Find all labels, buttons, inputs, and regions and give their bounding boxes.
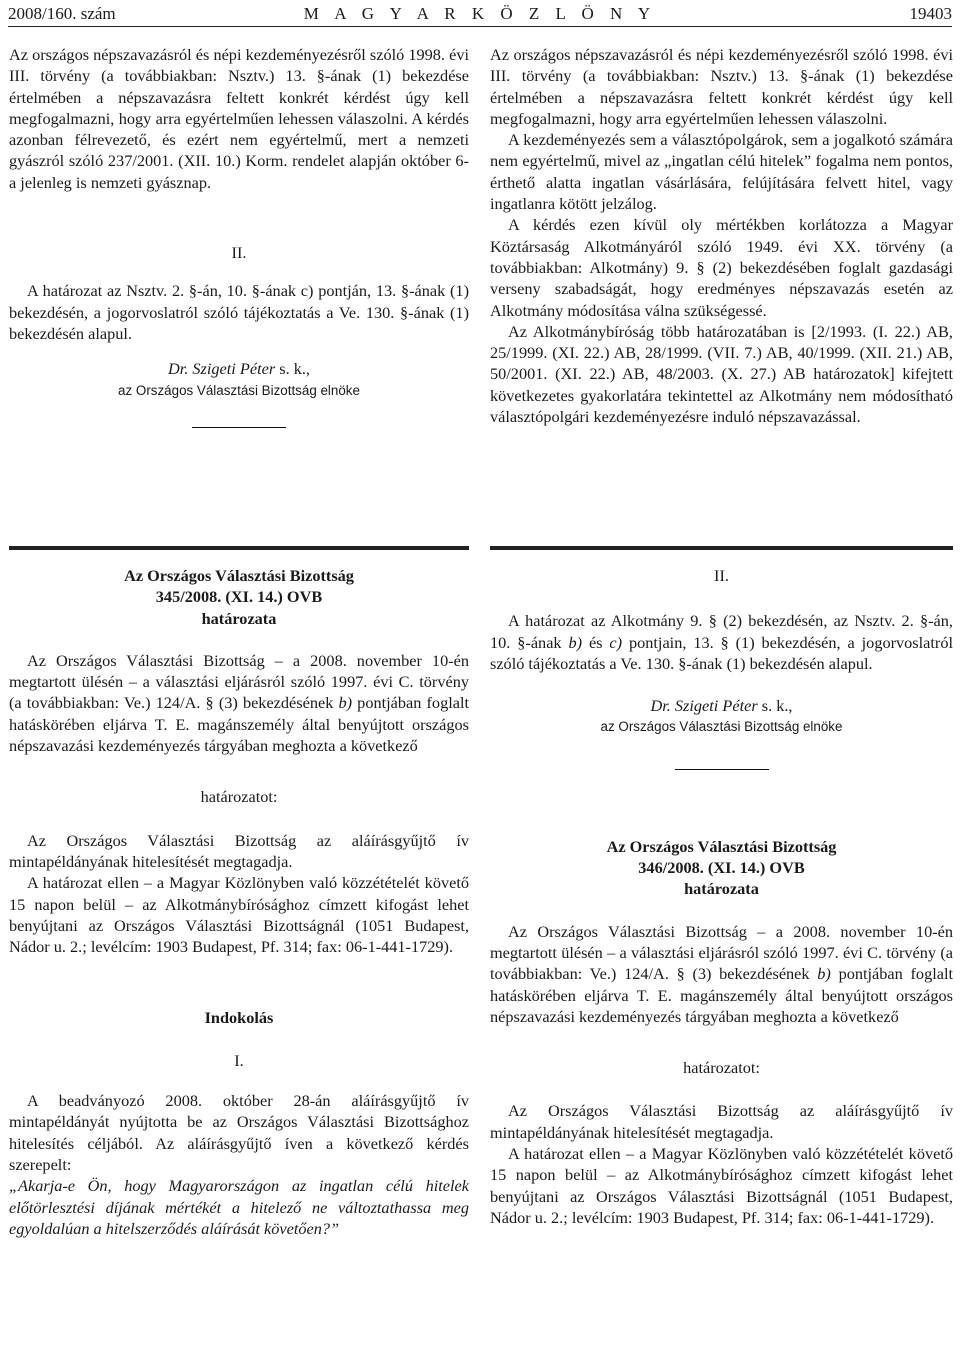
decision-number: 346/2008. (XI. 14.) OVB: [638, 858, 805, 878]
hatarozatot-label: határozatot:: [683, 1058, 760, 1078]
signatory-suffix: s. k.,: [757, 696, 793, 716]
paragraph: A kérdés ezen kívül oly mértékben korlátozza a Magyar Köztársaság Alkotmányáról szóló 1949. évi XX. törvény (a továbbiakban: Alkotmány) 9. § (2) bekezdésében foglalt gazdasági verseny szabadságát, hogy eredményes népszavazás esetén az Alkotmány módosítása válna szükségessé.: [490, 215, 953, 320]
text: és: [582, 632, 610, 652]
decision-label: határozata: [201, 608, 277, 628]
section-roman-ii: II.: [231, 243, 247, 263]
decision-text: Az Országos Választási Bizottság az aláírásgyűjtő ív mintapéldányának hitelesítését megtagadja.: [490, 1101, 953, 1142]
top-right-column: [490, 44, 953, 427]
decision-title: Az Országos Választási Bizottság: [606, 836, 837, 856]
signatory-title: az Országos Választási Bizottság elnöke: [600, 719, 843, 735]
bottom-left-column: [9, 565, 469, 1239]
decision-title: Az Országos Választási Bizottság: [124, 566, 354, 585]
question-text: „Akarja-e Ön, hogy Magyarországon az ingatlan célú hitelek előtörlesztési díjának mértékét a hitelező ne változtathassa meg egyoldalúan a hitelszerződés aláírását követően?”: [9, 1176, 469, 1238]
decision-label: határozata: [684, 879, 759, 899]
reasoning-paragraph: Az országos népszavazásról és népi kezdeményezésről szóló 1998. évi III. törvény (a továbbiakban: Nsztv.) 13. §-ának (1) bekezdése értelmében a népszavazásra feltett konkrét kérdést úgy kell megfogalmazni, hogy arra egyértelműen lehessen válaszolni. A kérdés azonban félrevezető, és ezért nem egyértelmű, mert a nemzeti gyászról szóló 237/2001. (XII. 10.) Korm. rendelet alapján október 6-a jelenleg is nemzeti gyásznap.: [9, 45, 469, 192]
paragraph: Az Alkotmánybíróság több határozatában is [2/1993. (I. 22.) AB, 25/1999. (XI. 22.) AB, 28/1999. (VII. 7.) AB, 40/1999. (XII. 21.) AB, 50/2001. (XI. 22.) AB, 48/2003. (X. 27.) AB határozatok] kifejtett következetes gyakorlatára tekintettel az Alkotmány nem módosítható választópolgári kezdeményezésre induló népszavazással.: [490, 321, 953, 427]
legal-basis-paragraph: A határozat az Nsztv. 2. §-án, 10. §-ának c) pontján, 13. §-ának (1) bekezdésén, a jogorvoslatról szóló tájékoztatás a Ve. 130. §-ának (1) bekezdésén alapul.: [9, 281, 469, 343]
text: pontjain, 13. § (1) bekezdésén, a jogorvoslatról szóló tájékoztatás a Ve. 130. §-ának (1) bekezdésén alapul.: [490, 632, 954, 673]
intro-text: Az Országos Választási Bizottság – a 2008. november 10-én megtartott ülésén – a választási eljárásról szóló 1997. évi C. törvény (a továbbiakban: Ve.) 124/A. § (3) bekezdésének: [490, 921, 953, 984]
intro-text: Az Országos Választási Bizottság – a 2008. november 10-én megtartott ülésén – a választási eljárásról szóló 1997. évi C. törvény (a továbbiakban: Ve.) 124/A. § (3) bekezdésének: [9, 650, 469, 713]
decision-intro: [9, 650, 469, 756]
signature-line: [9, 358, 469, 379]
decision-text: Az Országos Választási Bizottság az aláírásgyűjtő ív mintapéldányának hitelesítését megtagadja.: [9, 830, 469, 871]
decision-intro: [490, 921, 953, 1027]
top-left-column: [9, 44, 469, 428]
section-roman-ii: II.: [714, 566, 729, 585]
remedy-text: A határozat ellen – a Magyar Közlönyben való közzétételét követő 15 napon belül – az Alkotmánybírósághoz címzett kifogást lehet benyújtani az Országos Választási Bizottságnál (1051 Budapest, Nádor u. 2.; levélcím: 1903 Budapest, Pf. 314; fax: 06-1-441-1729).: [490, 1144, 953, 1227]
remedy-text: A határozat ellen – a Magyar Közlönyben való közzétételét követő 15 napon belül – az Alkotmánybírósághoz címzett kifogást lehet benyújtani az Országos Választási Bizottságnál (1051 Budapest, Nádor u. 2.; levélcím: 1903 Budapest, Pf. 314; fax: 06-1-441-1729).: [9, 873, 469, 957]
bottom-right-column: [490, 565, 953, 1228]
page-number: 19403: [909, 4, 952, 23]
journal-title: M A G Y A R K Ö Z L Ö N Y: [303, 4, 657, 23]
referendum-question: [9, 1175, 469, 1239]
hatarozatot-label: határozatot:: [200, 787, 278, 807]
end-rule: [675, 769, 769, 770]
intro-text: pontjában foglalt hatáskörében eljárva T. E. magánszemély által benyújtott országos népszavazási kezdeményezés tárgyában meghozta a következő: [9, 693, 470, 756]
column-separator-right: [490, 546, 953, 550]
signatory-suffix: s. k.,: [275, 359, 310, 379]
page-header: [8, 4, 952, 27]
issue-number: 2008/160. szám: [8, 4, 116, 23]
signatory-name: Dr. Szigeti Péter: [167, 359, 276, 379]
signatory-name: Dr. Szigeti Péter: [650, 696, 758, 716]
intro-point: b): [817, 964, 831, 984]
point-c: c): [609, 632, 623, 652]
column-separator-left: [9, 546, 469, 550]
paragraph: A kezdeményezés sem a választópolgárok, sem a jogalkotó számára nem egyértelmű, mivel az „ingatlan célú hitelek” fogalma nem pontos, érthető alatta ingatlan vásárlására, felújítására felvett hitel, vagy ingatlanra kötött jelzálog.: [490, 130, 953, 214]
text: A határozat az Alkotmány 9. § (2) bekezdésén, az Nsztv. 2. §-án, 10. §-ának: [490, 611, 953, 652]
section-roman-i: I.: [234, 1050, 244, 1070]
paragraph: Az országos népszavazásról és népi kezdeményezésről szóló 1998. évi III. törvény (a továbbiakban: Nsztv.) 13. §-ának (1) bekezdése értelmében a népszavazásra feltett konkrét kérdést úgy kell megfogalmazni, hogy arra egyértelműen lehessen válaszolni.: [490, 45, 953, 128]
decision-number: 345/2008. (XI. 14.) OVB: [155, 587, 323, 607]
intro-point: b): [338, 693, 353, 713]
reasoning-heading: Indokolás: [204, 1008, 274, 1028]
signature-line: [490, 695, 953, 716]
end-rule: [192, 427, 286, 428]
point-b: b): [568, 632, 583, 652]
reasoning-paragraph: A beadványozó 2008. október 28-án aláírásgyűjtő ív mintapéldányát nyújtotta be az Országos Választási Bizottsághoz hitelesítés céljából. Az aláírásgyűjtő íven a következő kérdés szerepelt:: [9, 1091, 469, 1174]
signatory-title: az Országos Választási Bizottság elnöke: [118, 382, 360, 398]
intro-text: pontjában foglalt hatáskörében eljárva T. E. magánszemély által benyújtott országos népszavazási kezdeményezés tárgyában meghozta a következő: [490, 964, 954, 1026]
legal-basis-paragraph: [490, 610, 953, 674]
